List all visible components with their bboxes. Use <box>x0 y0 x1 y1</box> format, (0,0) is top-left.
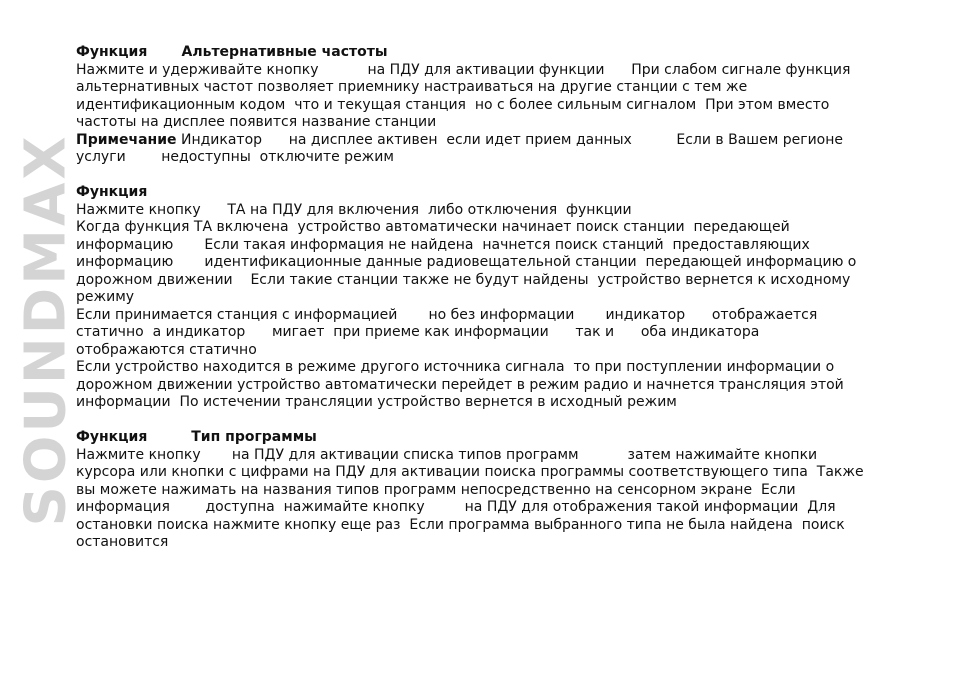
note-line: услуги недоступны отключите режим <box>76 149 394 165</box>
section-heading <box>76 184 896 202</box>
note-text: Индикатор на дисплее активен если идет прием данных Если в Вашем регионе <box>176 131 843 148</box>
paragraph-line: частоты на дисплее появится название станции <box>76 114 437 130</box>
paragraph-line: идентификационным кодом что и текущая станция но с более сильным сигналом При этом вместо <box>76 96 830 113</box>
note-label: Примечание <box>76 131 177 148</box>
paragraph-line: отображаются статично <box>76 341 257 358</box>
section-spacer <box>76 412 896 430</box>
section-traffic-announcement <box>76 184 896 412</box>
paragraph-line: Если устройство находится в режиме другого источника сигнала то при поступлении информации о <box>76 359 835 375</box>
paragraph-line: Если принимается станция с информацией но без информации индикатор отображается <box>76 306 818 323</box>
paragraph-line: статично а индикатор мигает при приеме как информации так и оба индикатора <box>76 324 760 340</box>
paragraph-line: вы можете нажимать на названия типов программ непосредственно на сенсорном экране Если <box>76 481 796 498</box>
heading-label: Функция <box>76 184 148 200</box>
paragraph-line: информацию Если такая информация не найдена начнется поиск станций предоставляющих <box>76 236 810 253</box>
paragraph-line: дорожном движении устройство автоматически перейдет в режим радио и начнется трансляция этой <box>76 376 844 393</box>
section-heading <box>76 429 896 447</box>
section-program-type <box>76 429 896 552</box>
paragraph-line: дорожном движении Если такие станции также не будут найдены устройство вернется к исходному <box>76 271 851 288</box>
paragraph-line: альтернативных частот позволяет приемнику настраиваться на другие станции с тем же <box>76 79 748 95</box>
section-heading <box>76 44 896 62</box>
heading-title: Тип программы <box>191 429 317 445</box>
brand-logo-text: SOUNDMAX <box>13 133 79 527</box>
paragraph-line: курсора или кнопки с цифрами на ПДУ для активации поиска программы соответствующего типа Также <box>76 464 864 480</box>
paragraph-line: Нажмите и удерживайте кнопку на ПДУ для активации функции При слабом сигнале функция <box>76 61 851 78</box>
paragraph-line: Когда функция ТА включена устройство автоматически начинает поиск станции передающей <box>76 219 790 235</box>
brand-watermark <box>13 50 79 610</box>
paragraph-line: информация доступна нажимайте кнопку на ПДУ для отображения такой информации Для <box>76 499 836 515</box>
document-body <box>76 44 896 552</box>
section-alternative-frequencies <box>76 44 896 167</box>
heading-label: Функция <box>76 44 148 60</box>
heading-title: Альтернативные частоты <box>181 44 388 60</box>
paragraph-line: Нажмите кнопку ТА на ПДУ для включения либо отключения функции <box>76 201 632 218</box>
paragraph-line: информацию идентификационные данные радиовещательной станции передающей информацию о <box>76 254 857 270</box>
paragraph-line: Нажмите кнопку на ПДУ для активации списка типов программ затем нажимайте кнопки <box>76 446 818 463</box>
paragraph-line: остановки поиска нажмите кнопку еще раз Если программа выбранного типа не была найдена поиск <box>76 516 845 533</box>
paragraph-line: информации По истечении трансляции устройство вернется в исходный режим <box>76 394 677 410</box>
paragraph-line: режиму <box>76 289 135 305</box>
note-line <box>76 132 896 150</box>
section-spacer <box>76 167 896 185</box>
heading-label: Функция <box>76 429 148 445</box>
paragraph-line: остановится <box>76 534 169 550</box>
